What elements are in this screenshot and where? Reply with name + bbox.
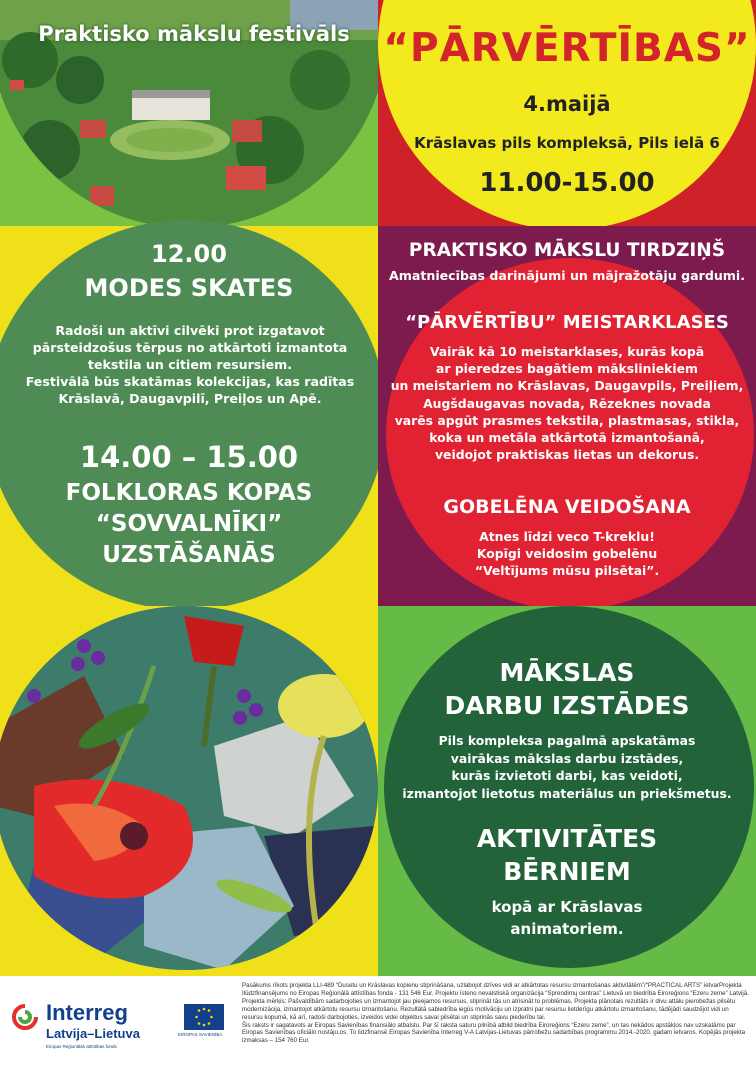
exhibitions-description — [390, 732, 744, 802]
interreg-name: Interreg — [46, 1000, 128, 1025]
fashion-description — [20, 322, 360, 407]
masterclasses-title: “PĀRVĒRTĪBU” MEISTARKLASES — [405, 312, 729, 333]
fashion-line: Radoši un aktīvi cilvēki prot izgatavot — [55, 323, 325, 338]
exhibitions-line: vairākas mākslas darbu izstādes, — [450, 750, 684, 766]
footer-disclaimer — [242, 982, 750, 1045]
kids-title-line: AKTIVITĀTES — [476, 824, 658, 853]
interreg-region: Latvija–Lietuva — [46, 1026, 140, 1041]
footer-line: Projekta mērķis: Pašvaldībām sadarbojoties un izmantojot jau pieejamos resursus, stiprināt tās un atrisināt to problēmas. Projekta plānotais rezultāts ir divu attālu pierobežas pilsētu — [242, 997, 736, 1005]
folklore-line: FOLKLORAS KOPAS — [65, 480, 313, 506]
event-date: 4.maijā — [523, 92, 611, 116]
footer-line: Eiropas Savienības oficiālo nostāju.os. To līdzfinansē Eiropas Savienība Interreg V-A Latvijas-Lietuvas pārrobežu sadarbības programmu 2014.-2020. gadam ietvaros. Kopējās projekta — [242, 1029, 746, 1037]
fashion-line: pārsteidzošus tērpus no atkārtoti izmantota — [32, 340, 348, 355]
footer — [0, 976, 756, 1068]
footer-line: Ilūdzfinansējums no Eiropas Reģionālā attīstības fonda - 131 546 Eur. Projektu īsteno nevalstiskā organizācija “Sprendimų centras” Lietuvā un biedrība Eiroreģions “Ezeru zeme” Latvijā. — [242, 989, 749, 997]
masterclasses-line: Vairāk kā 10 meistarklases, kurās kopā — [429, 344, 705, 359]
market-title: PRAKTISKO MĀKSLU TIRDZIŅŠ — [408, 240, 726, 261]
fashion-line: Festivālā būs skatāmas kolekcijas, kas radītas — [25, 374, 355, 389]
kids-title — [378, 822, 756, 888]
kids-title-line: BĒRNIEM — [503, 857, 631, 886]
market-subtitle: Amatniecības darinājumi un mājražotāju gardumi. — [388, 268, 746, 283]
masterclasses-line: Augšdaugavas novada, Rēzeknes novada — [423, 395, 711, 411]
masterclasses-description — [390, 343, 744, 463]
festival-name: Praktisko mākslu festivāls — [38, 22, 350, 46]
fashion-line: Krāslavā, Daugavpilī, Preiļos un Apē. — [58, 391, 322, 406]
eu-flag-icon — [184, 1004, 224, 1030]
interreg-swirl-icon — [10, 1002, 40, 1032]
event-time: 11.00-15.00 — [479, 168, 655, 198]
tapestry-line: “Veltījums mūsu pilsētai”. — [474, 563, 660, 578]
tapestry-line: Atnes līdzi veco T-kreklu! — [479, 529, 655, 544]
footer-line: Pasākums rīkots projekta LLI-489 “Dusetu un Krāslavas kopienu stiprināšana, uzlabojot dzīves vidi ar atkārtotas resursu izmantošanas aktivitātēm”/“PRACTICAL ARTS” ietvarProjekta — [242, 982, 742, 989]
exhibitions-line: kurās izvietoti darbi, kas veidoti, — [451, 768, 683, 783]
folklore-title — [0, 478, 378, 571]
masterclasses-line: veidojot praktiskas lietas un dekorus. — [434, 447, 700, 463]
tapestry-title: GOBELĒNA VEIDOŠANA — [443, 496, 691, 518]
exhibitions-line: Pils kompleksa pagalmā apskatāmas — [438, 733, 696, 748]
masterclasses-line: varēs apgūt prasmes tekstila, plastmasas, stikla, — [394, 412, 740, 428]
interreg-logo — [6, 986, 234, 1066]
exhibitions-line: izmantojot lietotus materiālus un priekšmetus. — [402, 785, 732, 801]
footer-line: resursu kopumā, kā arī, radoši darbojoties, izveidos videi objektus savai pilsētai un stiprinās savu piederību tai. — [242, 1013, 546, 1021]
event-location: Krāslavas pils kompleksā, Pils ielā 6 — [414, 134, 720, 152]
fashion-title: MODES SKATES — [84, 274, 294, 302]
exhibitions-title — [378, 656, 756, 722]
textile-art-photo — [0, 606, 378, 970]
fashion-line: tekstila un citiem resursiem. — [87, 357, 293, 372]
masterclasses-line: un meistariem no Krāslavas, Daugavpils, Preiļiem, — [390, 378, 744, 394]
interreg-fund: Eiropas Reģionālās attīstības fonds — [46, 1044, 117, 1049]
footer-line: izmaksas – 154 760 Eur. — [242, 1037, 310, 1045]
masterclasses-line: ar pieredzes bagātiem māksliniekiem — [436, 361, 698, 377]
folklore-line: “SOVVALNĪKI” — [95, 511, 283, 537]
event-title: “PĀRVĒRTĪBAS” — [383, 26, 751, 71]
masterclasses-line: koka un metāla atkārtotā izmantošanā, — [429, 430, 705, 446]
fashion-time: 12.00 — [151, 240, 227, 268]
folklore-line: UZSTĀŠANĀS — [102, 542, 276, 568]
eu-label: EIROPAS SAVIENĪBA — [178, 1032, 223, 1037]
folklore-time: 14.00 – 15.00 — [79, 440, 299, 474]
kids-line: kopā ar Krāslavas — [491, 898, 643, 916]
exhibitions-title-line: DARBU IZSTĀDES — [444, 691, 690, 720]
kids-description — [378, 896, 756, 940]
tapestry-description — [378, 528, 756, 579]
footer-line: modernizācija, izmantojot atkārtotu resursu izmantošanu. Rezultātā sabiedrība iegūs motivāciju un izpratni par resursu lietderīgu atkārtotu izmantošanu, tādējādi saudzējot vidi un — [242, 1005, 729, 1013]
textile-art-illustration — [0, 606, 378, 970]
exhibitions-title-line: MĀKSLAS — [499, 658, 635, 687]
footer-line: Šis raksts ir sagatavots ar Eiropas Savienības finansiālo atbalstu. Par šī raksta saturu pilnībā atbild biedrība Eiroreģions “Ezeru zeme”, un tas nekādos apstākļos nav uzskatāms par — [242, 1021, 736, 1029]
kids-line: animatoriem. — [510, 920, 624, 938]
tapestry-line: Kopīgi veidosim gobelēnu — [476, 546, 658, 561]
